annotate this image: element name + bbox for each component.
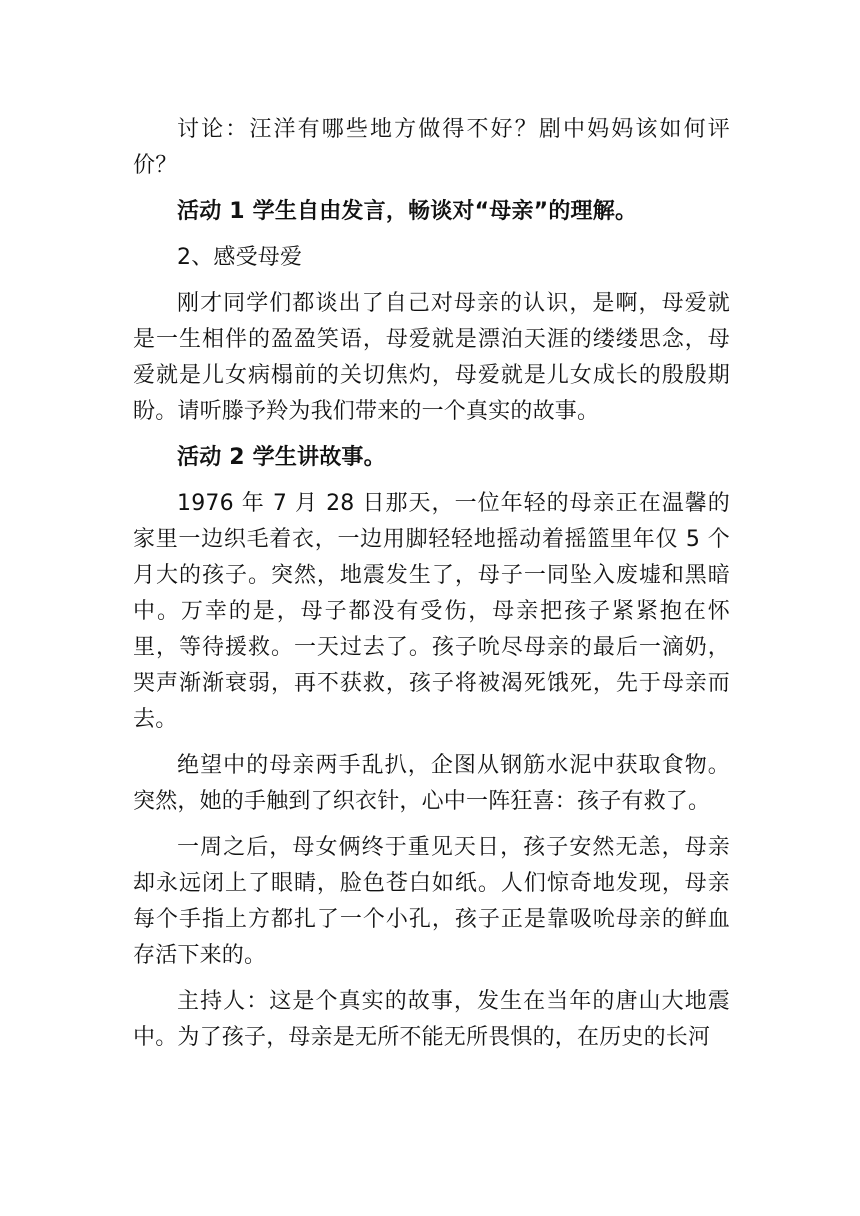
section-heading-feel-mother-love: 2、感受母爱 (177, 245, 303, 270)
activity-2-heading: 活动 2 学生讲故事。 (177, 445, 386, 470)
story-paragraph-3: 一周之后，母女俩终于重见天日，孩子安然无恙，母亲却永远闭上了眼睛，脸色苍白如纸。人们惊奇地发现，母亲每个手指上方都扎了一个小孔，孩子正是靠吸吮母亲的鲜血存活下来的。 (133, 835, 730, 968)
host-paragraph: 主持人：这是个真实的故事，发生在当年的唐山大地震中。为了孩子，母亲是无所不能无所畏惧的，在历史的长河 (133, 989, 730, 1050)
activity-1-heading: 活动 1 学生自由发言，畅谈对“母亲”的理解。 (177, 199, 638, 224)
intro-paragraph: 刚才同学们都谈出了自己对母亲的认识，是啊，母爱就是一生相伴的盈盈笑语，母爱就是漂泊天涯的缕缕思念，母爱就是儿女病榻前的关切焦灼，母爱就是儿女成长的殷殷期盼。请听滕予羚为我们带来的一个真实的故事。 (133, 291, 730, 424)
document-page (133, 112, 730, 1056)
discussion-paragraph: 讨论：汪洋有哪些地方做得不好？剧中妈妈该如何评价？ (133, 117, 730, 178)
story-paragraph-1: 1976 年 7 月 28 日那天，一位年轻的母亲正在温馨的家里一边织毛着衣，一边用脚轻轻地摇动着摇篮里年仅 5 个月大的孩子。突然，地震发生了，母子一同坠入废墟和黑暗中。万幸的是，母子都没有受伤，母亲把孩子紧紧抱在怀里，等待援救。一天过去了。孩子吮尽母亲的最后一滴奶，哭声渐渐衰弱，再不获救，孩子将被渴死饿死，先于母亲而去。 (133, 491, 730, 732)
story-paragraph-2: 绝望中的母亲两手乱扒，企图从钢筋水泥中获取食物。突然，她的手触到了织衣针，心中一阵狂喜：孩子有救了。 (133, 753, 730, 814)
